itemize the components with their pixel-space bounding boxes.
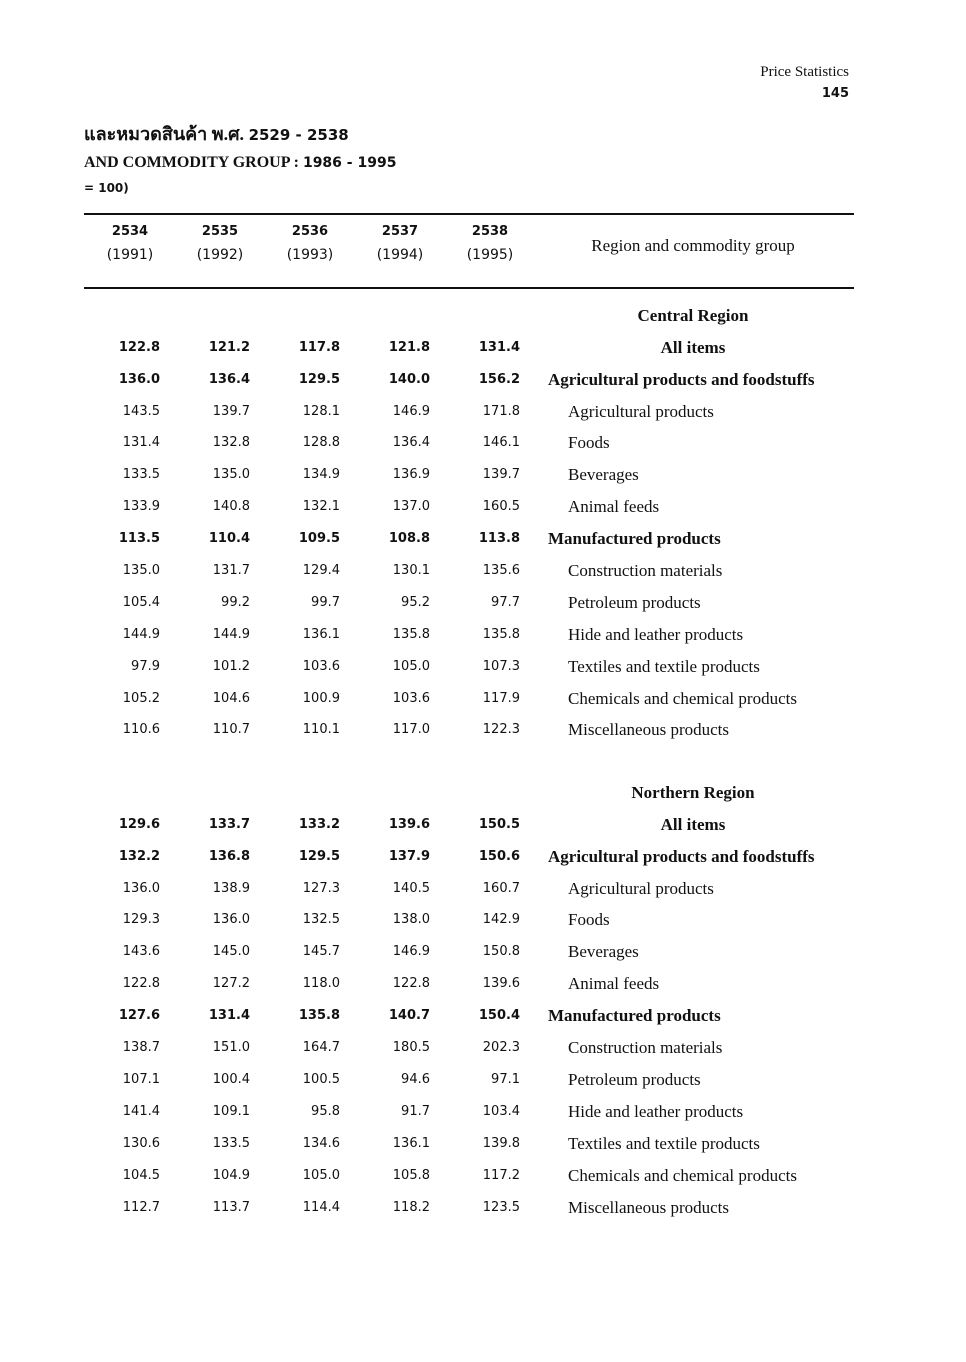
column-year-be: 2538 (471, 224, 509, 239)
table-cell: 129.4 (302, 563, 340, 578)
table-cell: 134.9 (302, 467, 340, 482)
label-column-header: Region and commodity group (591, 236, 795, 255)
table-row (0, 1160, 966, 1192)
table-cell: 104.6 (212, 691, 250, 706)
table-cell: 140.5 (392, 881, 430, 896)
table-cell: 145.7 (302, 944, 340, 959)
table-row (0, 396, 966, 428)
table-row (0, 332, 966, 364)
table-cell: 132.2 (118, 849, 160, 864)
section-title: Price Statistics (760, 64, 849, 80)
title-thai-text: และหมวดสินค้า พ.ศ. (84, 124, 245, 144)
table-cell: 104.5 (122, 1168, 160, 1183)
table-cell: 110.4 (208, 531, 250, 546)
row-label: Textiles and textile products (568, 1134, 760, 1153)
row-label: Chemicals and chemical products (568, 1166, 797, 1185)
table-cell: 139.7 (212, 404, 250, 419)
table-cell: 108.8 (388, 531, 430, 546)
table-row (0, 1192, 966, 1224)
table-cell: 140.8 (212, 499, 250, 514)
table-row (0, 968, 966, 1000)
row-label: Beverages (568, 942, 639, 961)
table-cell: 144.9 (212, 627, 250, 642)
table-cell: 136.1 (302, 627, 340, 642)
row-label: Animal feeds (568, 974, 660, 993)
table-cell: 160.7 (482, 881, 520, 896)
title-thai-years: 2529 - 2538 (248, 126, 349, 144)
table-cell: 105.4 (122, 595, 160, 610)
table-cell: 112.7 (122, 1200, 160, 1215)
table-cell: 117.0 (392, 722, 430, 737)
column-year-ad: (1993) (286, 247, 334, 263)
table-cell: 109.5 (298, 531, 340, 546)
table-cell: 122.8 (118, 340, 160, 355)
table-row (0, 427, 966, 459)
table-cell: 117.9 (482, 691, 520, 706)
row-label: Petroleum products (568, 593, 701, 612)
table-row (0, 459, 966, 491)
column-header-1994 (355, 222, 445, 268)
table-row (0, 714, 966, 746)
table-row (0, 841, 966, 873)
table-title (84, 120, 396, 199)
table-cell: 134.6 (302, 1136, 340, 1151)
table-row (0, 555, 966, 587)
table-cell: 128.8 (302, 435, 340, 450)
table-cell: 133.7 (208, 817, 250, 832)
table-cell: 151.0 (212, 1040, 250, 1055)
running-head (760, 62, 849, 106)
table-cell: 133.5 (122, 467, 160, 482)
column-year-be: 2534 (111, 224, 149, 239)
table-cell: 133.9 (122, 499, 160, 514)
table-cell: 117.8 (298, 340, 340, 355)
table-cell: 146.1 (482, 435, 520, 450)
title-thai (84, 120, 396, 149)
table-cell: 103.6 (302, 659, 340, 674)
row-label: Construction materials (568, 1038, 723, 1057)
table-cell: 144.9 (122, 627, 160, 642)
table-cell: 95.8 (311, 1104, 340, 1119)
table-cell: 103.6 (392, 691, 430, 706)
table-cell: 139.7 (482, 467, 520, 482)
table-row (0, 491, 966, 523)
table-cell: 146.9 (392, 944, 430, 959)
table-cell: 139.8 (482, 1136, 520, 1151)
region-title: Central Region (637, 306, 749, 325)
table-cell: 132.8 (212, 435, 250, 450)
table-cell: 97.7 (491, 595, 520, 610)
table-cell: 113.8 (478, 531, 520, 546)
table-cell: 113.5 (118, 531, 160, 546)
column-year-be: 2536 (291, 224, 329, 239)
table-cell: 138.0 (392, 912, 430, 927)
table-cell: 135.0 (212, 467, 250, 482)
table-cell: 105.8 (392, 1168, 430, 1183)
table-cell: 122.3 (482, 722, 520, 737)
table-cell: 202.3 (482, 1040, 520, 1055)
table-cell: 133.2 (298, 817, 340, 832)
title-english (84, 149, 396, 177)
table-cell: 150.5 (478, 817, 520, 832)
table-cell: 130.6 (122, 1136, 160, 1151)
table-row (0, 936, 966, 968)
table-cell: 138.7 (122, 1040, 160, 1055)
table-row (0, 587, 966, 619)
table-cell: 110.7 (212, 722, 250, 737)
table-cell: 135.8 (298, 1008, 340, 1023)
table-cell: 118.2 (392, 1200, 430, 1215)
table-cell: 131.4 (122, 435, 160, 450)
row-label: Agricultural products (568, 402, 714, 421)
row-label: Agricultural products (568, 879, 714, 898)
table-cell: 135.8 (482, 627, 520, 642)
column-year-ad: (1994) (376, 247, 424, 263)
column-year-be: 2537 (381, 224, 419, 239)
table-cell: 143.5 (122, 404, 160, 419)
table-cell: 129.5 (298, 849, 340, 864)
row-label: Hide and leather products (568, 625, 744, 644)
column-header-1993 (265, 222, 355, 268)
header-bottom-rule (84, 287, 854, 289)
column-header-1991 (85, 222, 175, 268)
table-row (0, 809, 966, 841)
row-label: Miscellaneous products (568, 720, 729, 739)
table-cell: 132.5 (302, 912, 340, 927)
table-row (0, 904, 966, 936)
table-row (0, 1000, 966, 1032)
table-cell: 136.1 (392, 1136, 430, 1151)
title-english-text: AND COMMODITY GROUP : (84, 154, 299, 171)
table-cell: 143.6 (122, 944, 160, 959)
row-label: Chemicals and chemical products (568, 689, 797, 708)
table-cell: 145.0 (212, 944, 250, 959)
row-label: Agricultural products and foodstuffs (548, 370, 815, 389)
header-top-rule (84, 213, 854, 215)
table-cell: 136.8 (208, 849, 250, 864)
table-cell: 127.6 (118, 1008, 160, 1023)
table-cell: 136.4 (208, 372, 250, 387)
table-cell: 142.9 (482, 912, 520, 927)
table-cell: 156.2 (478, 372, 520, 387)
table-cell: 180.5 (392, 1040, 430, 1055)
table-cell: 160.5 (482, 499, 520, 514)
table-row (0, 619, 966, 651)
column-year-ad: (1992) (196, 247, 244, 263)
table-cell: 109.1 (212, 1104, 250, 1119)
table-cell: 141.4 (122, 1104, 160, 1119)
table-cell: 127.3 (302, 881, 340, 896)
row-label: All items (660, 815, 726, 834)
row-label: Manufactured products (548, 529, 721, 548)
table-cell: 138.9 (212, 881, 250, 896)
region-title: Northern Region (631, 783, 755, 802)
table-cell: 132.1 (302, 499, 340, 514)
row-label: Animal feeds (568, 497, 660, 516)
table-cell: 128.1 (302, 404, 340, 419)
table-cell: 150.8 (482, 944, 520, 959)
table-cell: 129.3 (122, 912, 160, 927)
table-cell: 121.8 (388, 340, 430, 355)
title-english-years: 1986 - 1995 (302, 155, 397, 171)
page-number: 145 (821, 86, 849, 101)
table-cell: 131.4 (478, 340, 520, 355)
table-cell: 121.2 (208, 340, 250, 355)
table-cell: 127.2 (212, 976, 250, 991)
table-cell: 95.2 (401, 595, 430, 610)
table-cell: 100.5 (302, 1072, 340, 1087)
table-row (0, 683, 966, 715)
table-cell: 137.0 (392, 499, 430, 514)
row-label: Foods (568, 433, 610, 452)
table-row (0, 1064, 966, 1096)
table-cell: 136.0 (122, 881, 160, 896)
row-label: Miscellaneous products (568, 1198, 729, 1217)
table-cell: 146.9 (392, 404, 430, 419)
table-cell: 97.9 (131, 659, 160, 674)
table-cell: 129.6 (118, 817, 160, 832)
table-cell: 100.9 (302, 691, 340, 706)
table-cell: 131.7 (212, 563, 250, 578)
table-row (0, 1128, 966, 1160)
column-year-be: 2535 (201, 224, 239, 239)
row-label: All items (660, 338, 726, 357)
table-cell: 150.4 (478, 1008, 520, 1023)
table-row (0, 1096, 966, 1128)
column-header-1992 (175, 222, 265, 268)
table-cell: 117.2 (482, 1168, 520, 1183)
table-cell: 150.6 (478, 849, 520, 864)
table-cell: 110.6 (122, 722, 160, 737)
table-cell: 139.6 (482, 976, 520, 991)
table-cell: 101.2 (212, 659, 250, 674)
table-cell: 140.7 (388, 1008, 430, 1023)
table-cell: 171.8 (482, 404, 520, 419)
table-cell: 99.7 (311, 595, 340, 610)
table-cell: 136.0 (118, 372, 160, 387)
base-note: = 100) (84, 181, 129, 195)
table-cell: 122.8 (392, 976, 430, 991)
table-cell: 118.0 (302, 976, 340, 991)
table-cell: 99.2 (221, 595, 250, 610)
table-cell: 140.0 (388, 372, 430, 387)
table-cell: 135.8 (392, 627, 430, 642)
table-cell: 135.0 (122, 563, 160, 578)
table-cell: 131.4 (208, 1008, 250, 1023)
row-label: Petroleum products (568, 1070, 701, 1089)
table-cell: 135.6 (482, 563, 520, 578)
table-cell: 129.5 (298, 372, 340, 387)
row-label: Construction materials (568, 561, 723, 580)
table-row (0, 523, 966, 555)
column-header-1995 (445, 222, 535, 268)
table-cell: 113.7 (212, 1200, 250, 1215)
table-cell: 103.4 (482, 1104, 520, 1119)
table-cell: 137.9 (388, 849, 430, 864)
table-cell: 107.3 (482, 659, 520, 674)
table-row (0, 873, 966, 905)
table-cell: 100.4 (212, 1072, 250, 1087)
table-cell: 105.2 (122, 691, 160, 706)
row-label: Beverages (568, 465, 639, 484)
table-cell: 105.0 (302, 1168, 340, 1183)
table-cell: 122.8 (122, 976, 160, 991)
row-label: Foods (568, 910, 610, 929)
table-cell: 136.4 (392, 435, 430, 450)
table-cell: 104.9 (212, 1168, 250, 1183)
table-row (0, 364, 966, 396)
table-row (0, 651, 966, 683)
table-cell: 105.0 (392, 659, 430, 674)
row-label: Agricultural products and foodstuffs (548, 847, 815, 866)
table-cell: 164.7 (302, 1040, 340, 1055)
table-cell: 97.1 (491, 1072, 520, 1087)
table-cell: 130.1 (392, 563, 430, 578)
table-cell: 136.9 (392, 467, 430, 482)
table-row (0, 1032, 966, 1064)
table-cell: 94.6 (401, 1072, 430, 1087)
table-cell: 123.5 (482, 1200, 520, 1215)
column-year-ad: (1995) (466, 247, 514, 263)
row-label: Hide and leather products (568, 1102, 744, 1121)
table-cell: 133.5 (212, 1136, 250, 1151)
column-year-ad: (1991) (106, 247, 154, 263)
table-cell: 107.1 (122, 1072, 160, 1087)
table-cell: 91.7 (401, 1104, 430, 1119)
row-label: Textiles and textile products (568, 657, 760, 676)
table-cell: 136.0 (212, 912, 250, 927)
row-label: Manufactured products (548, 1006, 721, 1025)
table-cell: 139.6 (388, 817, 430, 832)
table-cell: 110.1 (302, 722, 340, 737)
table-cell: 114.4 (302, 1200, 340, 1215)
